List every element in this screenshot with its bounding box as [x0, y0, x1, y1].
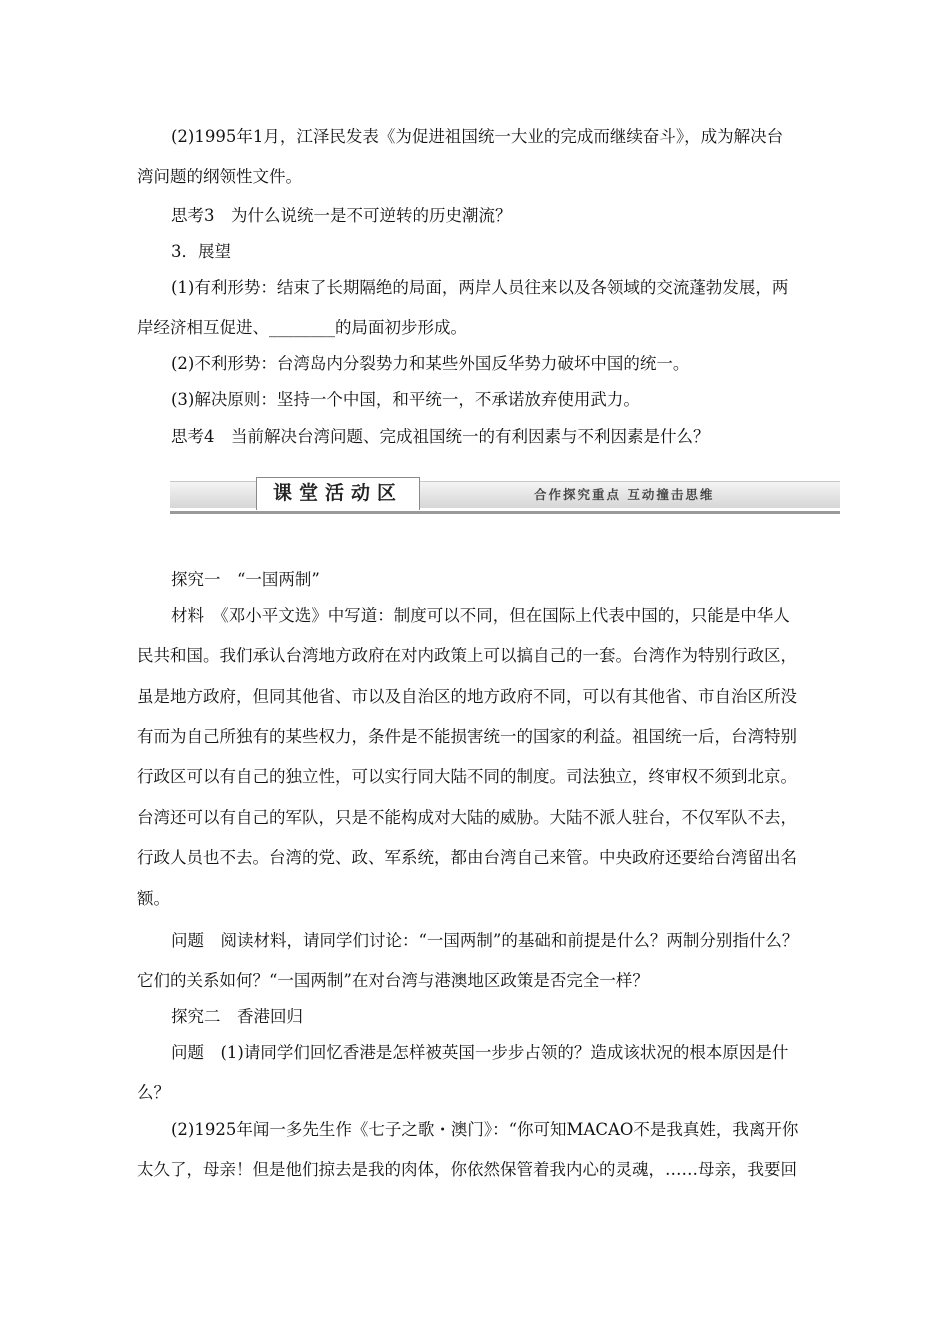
question-line: 思考3 为什么说统一是不可逆转的历史潮流？: [171, 206, 512, 225]
paragraph-line: (1)有利形势：结束了长期隔绝的局面，两岸人员往来以及各领域的交流蓬勃发展，两: [171, 278, 789, 297]
paragraph-line: 民共和国。我们承认台湾地方政府在对内政策上可以搞自己的一套。台湾作为特别行政区，: [137, 646, 797, 665]
inquiry-heading: 探究二 香港回归: [171, 1007, 303, 1026]
banner-subtitle: 合作探究重点 互动撞击思维: [534, 487, 715, 502]
paragraph-line: (2)1995年1月，江泽民发表《为促进祖国统一大业的完成而继续奋斗》，成为解决台: [171, 127, 784, 146]
paragraph-line: 行政人员也不去。台湾的党、政、军系统，都由台湾自己来管。中央政府还要给台湾留出名: [137, 848, 797, 867]
section-heading: 3．展望: [171, 242, 231, 261]
paragraph-line: (2)不利形势：台湾岛内分裂势力和某些外国反华势力破坏中国的统一。: [171, 354, 690, 373]
banner-title: 课堂活动区: [256, 477, 420, 510]
paragraph-line: 有而为自己所独有的某些权力，条件是不能损害统一的国家的利益。祖国统一后，台湾特别: [137, 727, 797, 746]
paragraph-line: 材料 《邓小平文选》中写道：制度可以不同，但在国际上代表中国的，只能是中华人: [171, 606, 790, 625]
paragraph-line: (3)解决原则：坚持一个中国，和平统一，不承诺放弃使用武力。: [171, 390, 640, 409]
paragraph-line: 虽是地方政府，但同其他省、市以及自治区的地方政府不同，可以有其他省、市自治区所没: [137, 687, 797, 706]
section-banner: [170, 477, 840, 513]
paragraph-line: 湾问题的纲领性文件。: [137, 167, 302, 186]
question-line: 问题 (1)请同学们回忆香港是怎样被英国一步步占领的？造成该状况的根本原因是什: [171, 1043, 789, 1062]
paragraph-line: 行政区可以有自己的独立性，可以实行同大陆不同的制度。司法独立，终审权不须到北京。: [137, 767, 797, 786]
paragraph-line: (2)1925年闻一多先生作《七子之歌・澳门》：“你可知MACAO不是我真姓，我离开你: [171, 1120, 799, 1139]
question-line: 么？: [137, 1083, 170, 1102]
inquiry-heading: 探究一 “一国两制”: [171, 570, 320, 589]
banner-rule: [170, 511, 840, 514]
paragraph-line: 额。: [137, 889, 170, 908]
question-line: 问题 阅读材料，请同学们讨论：“一国两制”的基础和前提是什么？两制分别指什么？: [171, 931, 799, 950]
paragraph-line: 台湾还可以有自己的军队，只是不能构成对大陆的威胁。大陆不派人驻台，不仅军队不去，: [137, 808, 797, 827]
paragraph-line: 太久了，母亲！但是他们掠去是我的肉体，你依然保管着我内心的灵魂，……母亲，我要回: [137, 1160, 797, 1179]
question-line: 它们的关系如何？“一国两制”在对台湾与港澳地区政策是否完全一样？: [137, 971, 649, 990]
question-line: 思考4 当前解决台湾问题、完成祖国统一的有利因素与不利因素是什么？: [171, 427, 710, 446]
paragraph-line: 岸经济相互促进、________的局面初步形成。: [137, 318, 467, 337]
